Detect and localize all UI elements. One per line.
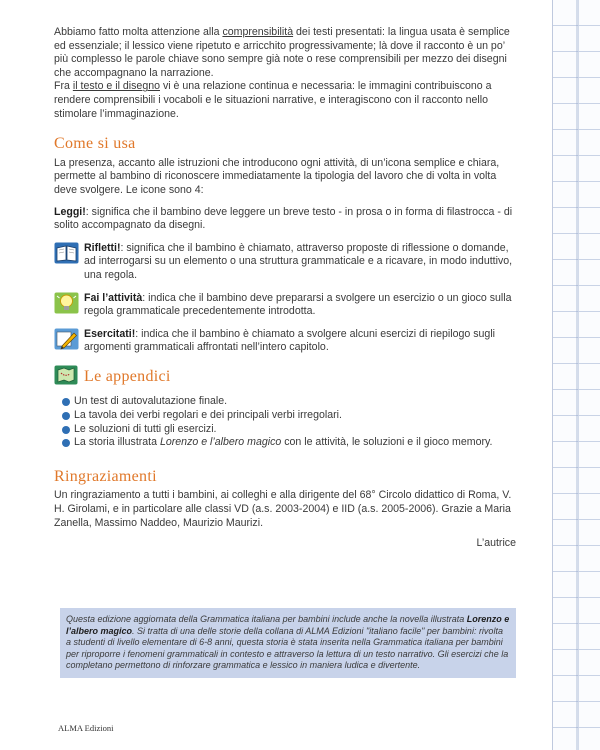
notebook-grid-margin: [552, 0, 600, 750]
novella-title: Lorenzo e l’albero magico: [66, 614, 510, 636]
map-icon: [54, 365, 78, 390]
intro-paragraph-1: [54, 26, 516, 80]
icon-item-leggi: [54, 206, 516, 233]
intro-section: [54, 26, 516, 121]
lightbulb-icon: [54, 292, 79, 314]
book-title: Lorenzo e l’albero magico: [159, 436, 282, 449]
icon-item-text: : indica che il bambino è chiamato a svolgere alcuni esercizi di riepilogo sugli argomenti grammaticali affrontati nell’intero capitolo.: [84, 327, 496, 354]
underlined-term: comprensibilità: [222, 26, 294, 38]
icon-item-fai-attivita: [54, 292, 516, 319]
text: Fra: [54, 80, 73, 93]
icon-item-esercitati: [54, 328, 516, 355]
section-heading-appendici: Le appendici: [84, 368, 171, 386]
appendici-header: [54, 365, 516, 390]
publisher-footer: ALMA Edizioni: [58, 723, 114, 733]
icon-item-rifletti: [54, 242, 516, 283]
bullet-icon: [62, 439, 70, 447]
page-content: [54, 26, 516, 551]
icon-item-label: Rifletti!: [84, 241, 121, 254]
text: dei testi presentati: la lingua usata è semplice ed essenziale; il lessico viene ripetuto e arricchito progressivamente; là dove il racconto è un po’ più complesso le parole chiave sono sempre già note o rese comprensibili per mezzo dei disegni che accompagnano la narrazione.: [54, 26, 510, 79]
appendici-list: [62, 395, 516, 449]
list-item: Un test di autovalutazione finale.: [62, 395, 516, 409]
icon-item-text: : significa che il bambino è chiamato, attraverso proposte di riflessione o domande, ad interrogarsi su un elemento o una struttura grammaticale e a ricavare, in modo induttivo, una regola.: [84, 241, 513, 281]
icon-item-text: : indica che il bambino deve prepararsi a svolgere un esercizio o un gioco sulla regola grammaticale precedentemente introdotta.: [84, 291, 512, 318]
intro-paragraph-2: [54, 80, 516, 121]
icon-item-label: Leggi!: [54, 205, 86, 218]
text: vi è una relazione continua e necessaria: le immagini contribuiscono a rendere comprensibili i vocaboli e le situazioni narrative, e interagiscono con il racconto nello stimolare l’immaginazione.: [54, 80, 492, 120]
section-heading-come-si-usa: Come si usa: [54, 135, 136, 153]
icon-item-text: : significa che il bambino deve leggere un breve testo - in prosa o in forma di filastrocca - di solito accompagnato da disegni.: [54, 205, 513, 232]
icon-item-label: Esercitati!: [84, 327, 136, 340]
pencil-icon: [54, 328, 79, 350]
book-icon: [54, 242, 79, 264]
ringraziamenti-text: Un ringraziamento a tutti i bambini, ai colleghi e alla dirigente del 68° Circolo didattico di Roma, V. H. Girolami, e in particolare alle classi VD (a.s. 2003-2004) e IID (a.s. 2005-2006). Grazie a Maria Zanella, Massimo Naddeo, Maurizio Maurizi.: [54, 489, 512, 529]
text: Abbiamo fatto molta attenzione alla: [54, 26, 223, 38]
edition-note-box: Questa edizione aggiornata della Grammatica italiana per bambini include anche la novella illustrata Lorenzo e l’albero magico. Si tratta di una delle storie della collana di ALMA Edizioni "italiano facile" per bambini: rivolta a studenti di livello elementare di 6-8 anni, questa storia è stata inserita nella Grammatica italiana per bambini per riproporre i fenomeni grammaticali in contesto e attraverso la lettura di un testo narrativo. Gli esercizi che la completano permettono di rinforzare grammatica e lessico in maniera ludica e divertente.: [60, 608, 516, 678]
icon-item-label: Fai l’attività: [84, 291, 143, 304]
list-item: La storia illustrata Lorenzo e l’albero magico con le attività, le soluzioni e il gioco memory.: [62, 436, 516, 450]
underlined-term: il testo e il disegno: [72, 80, 160, 93]
author-signature: L’autrice: [476, 537, 516, 550]
list-item: La tavola dei verbi regolari e dei principali verbi irregolari.: [62, 409, 516, 423]
list-item: Le soluzioni di tutti gli esercizi.: [62, 423, 516, 437]
section-heading-ringraziamenti: Ringraziamenti: [54, 467, 157, 485]
bullet-icon: [62, 398, 70, 406]
come-si-usa-intro: La presenza, accanto alle istruzioni che introducono ogni attività, di un’icona semplice e chiara, permette al bambino di riconoscere immediatamente la tipologia del lavoro che di volta in volta deve svolgere. Le icone sono 4:: [54, 156, 500, 196]
bullet-icon: [62, 412, 70, 420]
bullet-icon: [62, 426, 70, 434]
